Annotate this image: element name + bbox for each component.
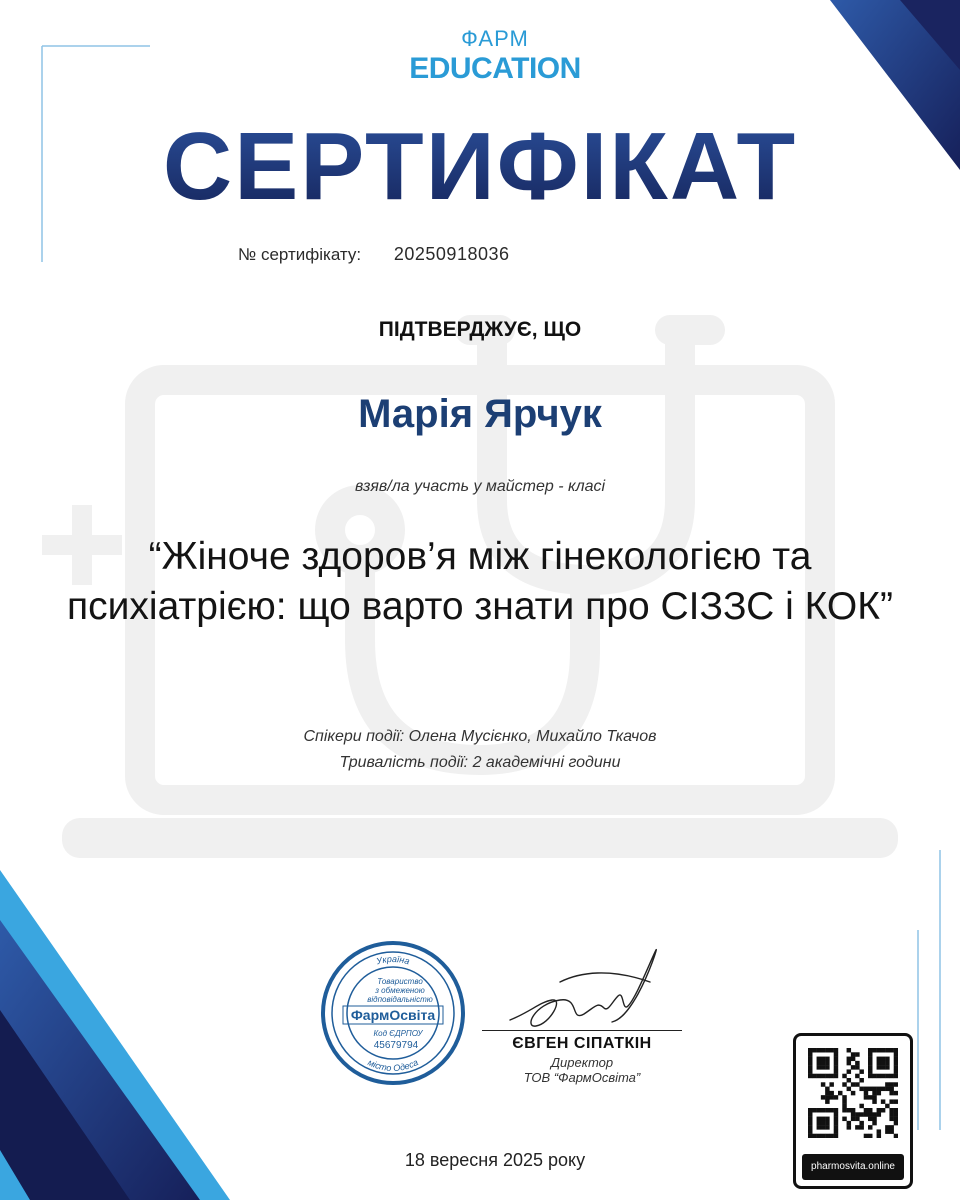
certificate-title: СЕРТИФІКАТ [0,112,960,222]
seal-line-2: з обмеженою [375,986,425,995]
speakers-text: Спікери події: Олена Мусієнко, Михайло Ткачов [303,728,657,745]
seal-line-1: Товариство [377,977,423,986]
event-details [0,724,960,776]
participation-text: взяв/ла участь у майстер - класі [354,478,606,495]
seal-code-label: Код ЄДРПОУ [373,1029,423,1038]
qr-code-card[interactable] [793,1033,913,1189]
course-title-line-1: “Жіноче здоров’я між гінекологією та [148,535,812,578]
qr-code-icon [808,1048,898,1138]
signer-role: Директор [550,1055,614,1070]
seal-ring-top: Україна [375,953,411,967]
logo-top-text: ФАРМ [461,26,529,51]
confirms-heading: ПІДТВЕРДЖУЄ, ЩО [378,318,582,341]
signer-organization: ТОВ “ФармОсвіта” [523,1070,641,1085]
farm-education-logo [405,28,585,86]
director-signature [500,942,670,1042]
signature-line [482,1030,682,1031]
svg-text:Україна [374,954,410,967]
seal-line-3: відповідальністю [367,995,433,1004]
course-title [0,532,960,632]
recipient-name: Марія Ярчук [358,392,602,436]
course-title-line-2: психіатрією: що варто знати про СІЗЗС і КОК” [67,585,893,628]
seal-ring-bottom: місто Одеса [366,1057,420,1074]
issue-date: 18 вересня 2025 року [404,1150,586,1170]
certificate-number-row [238,244,510,265]
certificate-number: 20250918036 [393,244,510,264]
company-seal [318,938,468,1088]
signer-block [482,1030,682,1085]
seal-company-name: ФармОсвіта [350,1007,436,1023]
certificate-number-label: № сертифікату: [238,245,362,264]
qr-url-label: pharmosvita.online [802,1154,904,1180]
logo-bottom-text: EDUCATION [409,52,581,85]
duration-text: Тривалість події: 2 академічні години [339,754,621,771]
seal-code: 45679794 [373,1040,419,1051]
signer-name: ЄВГЕН СІПАТКІН [512,1035,652,1052]
